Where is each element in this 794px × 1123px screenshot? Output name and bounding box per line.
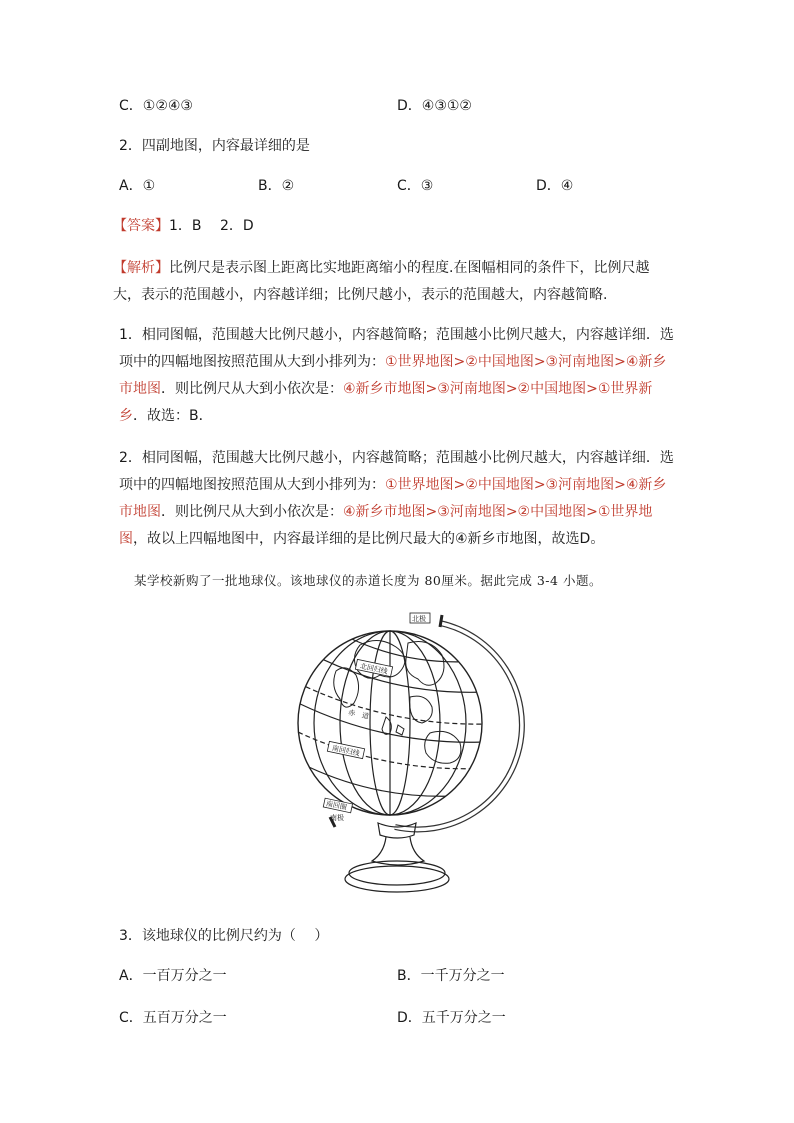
q3-option-b: B．一千万分之一 [397,968,505,984]
q1-option-d: D．④③①② [397,98,472,114]
label-tropic-of-capricorn: 南回归线 [331,744,361,758]
explanation-2-ranking: ①世界地图>②中国地图>③河南地图>④新乡市地图 [119,477,667,520]
explanation-2 [119,445,675,553]
q2-stem: 2．四副地图，内容最详细的是 [119,138,310,154]
analysis-paragraph [113,255,675,309]
q3-stem: 3．该地球仪的比例尺约为（ ） [119,928,329,944]
q1-option-c: C．①②④③ [119,98,193,114]
answer-label: 【答案】 [113,218,169,234]
explanation-1-scale-order: ④新乡市地图>③河南地图>②中国地图>①世界新乡 [119,381,653,424]
question-group-intro: 某学校新购了一批地球仪。该地球仪的赤道长度为 80厘米。据此完成 3-4 小题。 [134,573,602,588]
label-equator: 赤 道 [347,708,370,721]
label-north-pole: 北极 [412,615,426,623]
explanation-2-scale-order: ④新乡市地图>③河南地图>②中国地图>①世界地图 [119,504,653,547]
label-south-circle: 南回圈 [325,799,348,812]
globe-figure [290,605,505,905]
explanation-1-c: ．则比例尺从大到小依次是： [161,381,343,397]
explanation-1-a: 1．相同图幅，范围越大比例尺越小，内容越简略；范围越小比例尺越大，内容越详细．选项中的四幅地图按照范围从大到小排列为： [119,327,674,370]
q2-option-c: C．③ [397,178,434,194]
explanation-1 [119,322,675,430]
q2-option-d: D．④ [536,178,574,194]
explanation-1-e: ．故选：B． [133,408,213,424]
explanation-1-ranking: ①世界地图>②中国地图>③河南地图>④新乡市地图 [119,354,667,397]
answer-text: 1．B 2．D [169,218,254,234]
explanation-2-c: ．则比例尺从大到小依次是： [161,504,343,520]
label-tropic-of-cancer: 北回归线 [359,662,389,676]
answer-line [113,216,254,236]
analysis-text: 比例尺是表示图上距离比实地距离缩小的程度.在图幅相同的条件下，比例尺越大，表示的范围越小，内容越详细；比例尺越小，表示的范围越大，内容越简略. [113,260,650,303]
q3-option-d: D．五千万分之一 [397,1010,506,1026]
label-south-pole: 南极 [330,814,344,822]
q2-option-a: A．① [119,178,156,194]
explanation-2-a: 2．相同图幅，范围越大比例尺越小，内容越简略；范围越小比例尺越大，内容越详细．选项中的四幅地图按照范围从大到小排列为： [119,450,674,493]
explanation-2-e: ，故以上四幅地图中，内容最详细的是比例尺最大的④新乡市地图，故选D。 [133,531,605,547]
globe-illustration [290,605,505,905]
meridian-ring [395,623,522,829]
q3-option-c: C．五百万分之一 [119,1010,227,1026]
analysis-label: 【解析】 [113,260,169,276]
q3-option-a: A．一百万分之一 [119,968,227,984]
q2-option-b: B．② [258,178,295,194]
